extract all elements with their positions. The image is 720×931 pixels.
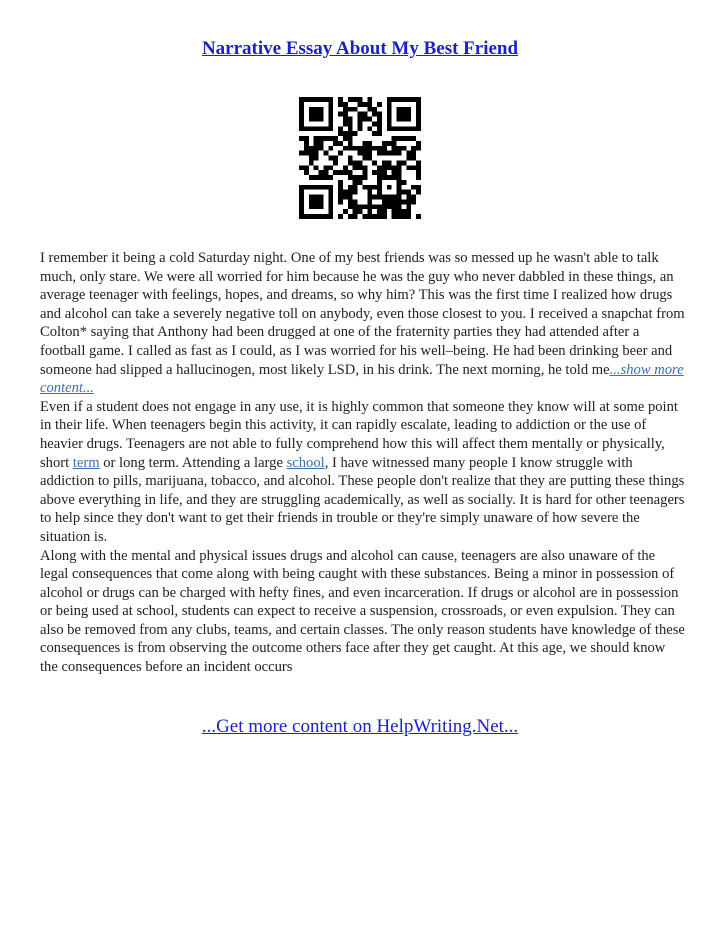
paragraph-2-text-c: , I have witnessed many people I know struggle with addiction to pills, marijuana, tobacco, and alcohol. These people don't realize that they are putting these things above everything in life, and they are struggling academically, as well as socially. It is hard for other teenagers to help since they don't want to get their friends in trouble or they're simply unaware of how severe the situation is.: [40, 454, 685, 545]
qr-code-icon: [299, 97, 421, 219]
show-more-link[interactable]: ...show more content...: [40, 361, 684, 397]
footer-container: [0, 716, 720, 738]
paragraph-1-text: I remember it being a cold Saturday night. One of my best friends was so messed up he wasn't able to talk much, only stare. We were all worried for him because he was the guy who never dabbled in these things, an average teenager with feelings, hopes, and dreams, so why him? This was the first time I realized how drugs and alcohol can take a severely negative toll on anybody, even those closest to you. I received a snapchat from Colton* saying that Anthony had been drugged at one of the fraternity parties they had attended after a football game. I called as fast as I could, as I was worried for his well–being. He had been drinking beer and someone had slipped a hallucinogen, most likely LSD, in his drink. The next morning, he told me: [40, 250, 685, 378]
school-link[interactable]: school: [286, 454, 325, 471]
essay-paragraph-2: [40, 398, 685, 547]
essay-paragraph-1: [40, 249, 685, 398]
essay-paragraph-3: Along with the mental and physical issues drugs and alcohol can cause, teenagers are also unaware of the legal consequences that come along with being caught with these substances. Being a minor in possession of alcohol or drugs can be charged with hefty fines, and even incarceration. If drugs or alcohol are in possession or being used at school, students can expect to receive a suspension, crossroads, or even expulsion. They can also be removed from any clubs, teams, and certain classes. The only reason students have knowledge of these consequences is from observing the outcome others face after they get caught. At this age, we should know the consequences before an incident occurs: [40, 547, 685, 676]
paragraph-2-text-a: Even if a student does not engage in any use, it is highly common that someone they know will at some point in their life. When teenagers begin this activity, it can rapidly escalate, leading to addiction or the use of heavier drugs. Teenagers are not able to fully comprehend how this will affect them mentally or physically, short: [40, 398, 678, 471]
page-title-link[interactable]: Narrative Essay About My Best Friend: [201, 38, 519, 59]
get-more-content-link[interactable]: ...Get more content on HelpWriting.Net...: [201, 716, 519, 737]
paragraph-2-text-b: or long term. Attending a large: [99, 454, 287, 471]
title-container: [0, 38, 720, 60]
term-link[interactable]: term: [72, 454, 100, 471]
essay-body: [40, 249, 685, 677]
